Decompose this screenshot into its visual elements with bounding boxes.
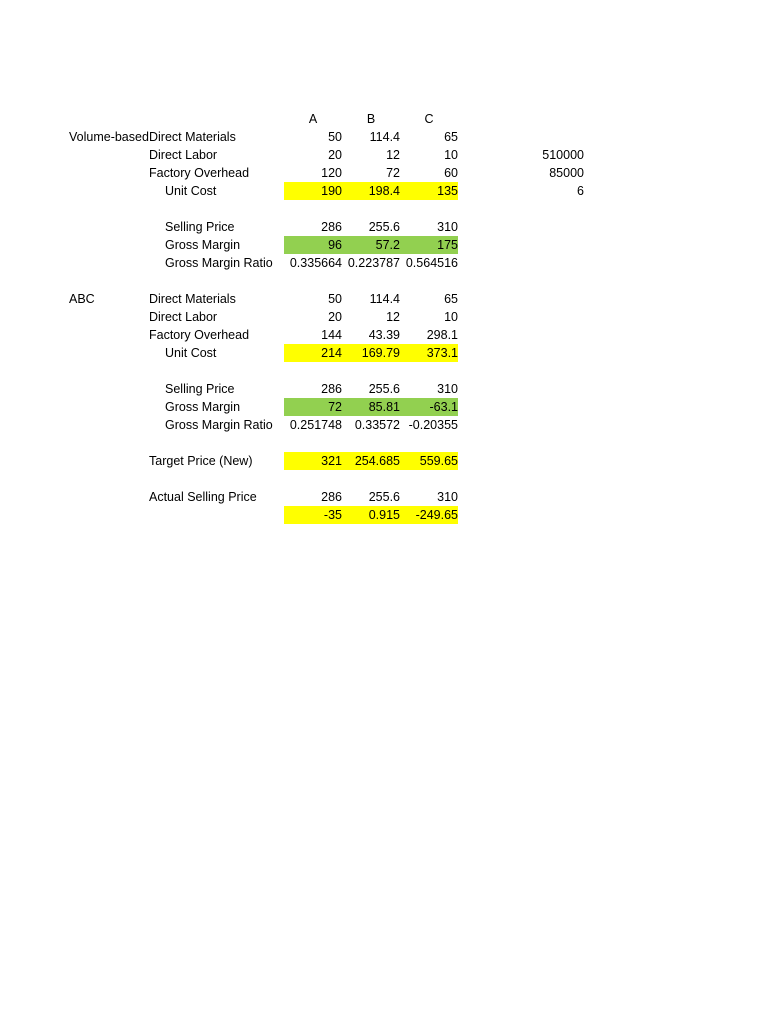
cell-g: 6 (577, 184, 584, 198)
cell-a: 50 (328, 130, 342, 144)
cell-a: 286 (321, 490, 342, 504)
cell-c: 10 (444, 310, 458, 324)
cell-b-highlighted: 254.685 (342, 452, 400, 470)
header-c: C (424, 112, 434, 126)
row-label: Unit Cost (165, 184, 217, 198)
table-row (0, 218, 768, 236)
table-row (0, 416, 768, 434)
row-label: Gross Margin (165, 400, 241, 414)
table-row (0, 344, 768, 362)
cell-c: 298.1 (426, 328, 458, 342)
cell-a-highlighted: -35 (284, 506, 342, 524)
cell-a-highlighted: 190 (284, 182, 342, 200)
row-label: Direct Labor (149, 148, 218, 162)
row-label: Gross Margin (165, 238, 241, 252)
cell-b-highlighted: 0.915 (342, 506, 400, 524)
table-row (0, 398, 768, 416)
cell-c: 310 (437, 220, 458, 234)
cell-a-highlighted: 214 (284, 344, 342, 362)
section-label-abc: ABC (69, 292, 95, 306)
cell-a-highlighted: 96 (284, 236, 342, 254)
cell-c: 65 (444, 292, 458, 306)
table-row (0, 506, 768, 524)
cell-a: 50 (328, 292, 342, 306)
row-label: Gross Margin Ratio (165, 418, 273, 432)
table-row (0, 290, 768, 308)
cell-a: 286 (321, 220, 342, 234)
table-row (0, 164, 768, 182)
table-row (0, 128, 768, 146)
cell-c-highlighted: 559.65 (400, 452, 458, 470)
cell-b: 12 (386, 310, 400, 324)
row-label: Factory Overhead (149, 166, 250, 180)
cell-c: 0.564516 (405, 256, 458, 270)
column-header-row (0, 110, 768, 128)
cell-c: 310 (437, 490, 458, 504)
row-label: Direct Materials (149, 130, 236, 144)
cell-g: 510000 (542, 148, 584, 162)
table-row (0, 182, 768, 200)
cell-c-highlighted: 135 (400, 182, 458, 200)
cell-b-highlighted: 169.79 (342, 344, 400, 362)
table-row (0, 488, 768, 506)
table-row (0, 452, 768, 470)
row-label: Unit Cost (165, 346, 217, 360)
cell-b: 43.39 (368, 328, 400, 342)
row-label: Selling Price (165, 220, 235, 234)
section-label-volume-based: Volume-based (69, 130, 149, 144)
cell-a: 286 (321, 382, 342, 396)
cell-g: 85000 (549, 166, 584, 180)
cell-b: 114.4 (369, 130, 400, 144)
cell-b: 0.33572 (354, 418, 400, 432)
cell-b-highlighted: 85.81 (342, 398, 400, 416)
cell-b-highlighted: 57.2 (342, 236, 400, 254)
cell-a: 20 (328, 310, 342, 324)
cell-b: 114.4 (369, 292, 400, 306)
cell-a: 120 (321, 166, 342, 180)
row-label: Direct Labor (149, 310, 218, 324)
table-row (0, 308, 768, 326)
cell-a: 0.251748 (289, 418, 342, 432)
table-row (0, 326, 768, 344)
cell-c-highlighted: -63.1 (400, 398, 458, 416)
cell-b-highlighted: 198.4 (342, 182, 400, 200)
cell-a: 20 (328, 148, 342, 162)
row-label: Direct Materials (149, 292, 236, 306)
row-label: Selling Price (165, 382, 235, 396)
cell-c: 65 (444, 130, 458, 144)
row-label: Gross Margin Ratio (165, 256, 273, 270)
cell-a-highlighted: 72 (284, 398, 342, 416)
cell-b: 255.6 (368, 220, 400, 234)
cell-b: 255.6 (368, 382, 400, 396)
cell-c-highlighted: -249.65 (400, 506, 458, 524)
cell-b: 0.223787 (347, 256, 400, 270)
table-row (0, 146, 768, 164)
row-label: Target Price (New) (149, 454, 253, 468)
table-row (0, 380, 768, 398)
cell-a-highlighted: 321 (284, 452, 342, 470)
header-b: B (366, 112, 376, 126)
cell-c: 310 (437, 382, 458, 396)
cell-a: 144 (321, 328, 342, 342)
cell-c: 10 (444, 148, 458, 162)
cell-c-highlighted: 175 (400, 236, 458, 254)
cell-c: 60 (444, 166, 458, 180)
cell-b: 72 (386, 166, 400, 180)
header-a: A (308, 112, 318, 126)
table-row (0, 236, 768, 254)
cell-c: -0.20355 (408, 418, 458, 432)
cell-b: 12 (386, 148, 400, 162)
table-row (0, 254, 768, 272)
cell-c-highlighted: 373.1 (400, 344, 458, 362)
cell-a: 0.335664 (289, 256, 342, 270)
cell-b: 255.6 (368, 490, 400, 504)
row-label: Factory Overhead (149, 328, 250, 342)
row-label: Actual Selling Price (149, 490, 257, 504)
